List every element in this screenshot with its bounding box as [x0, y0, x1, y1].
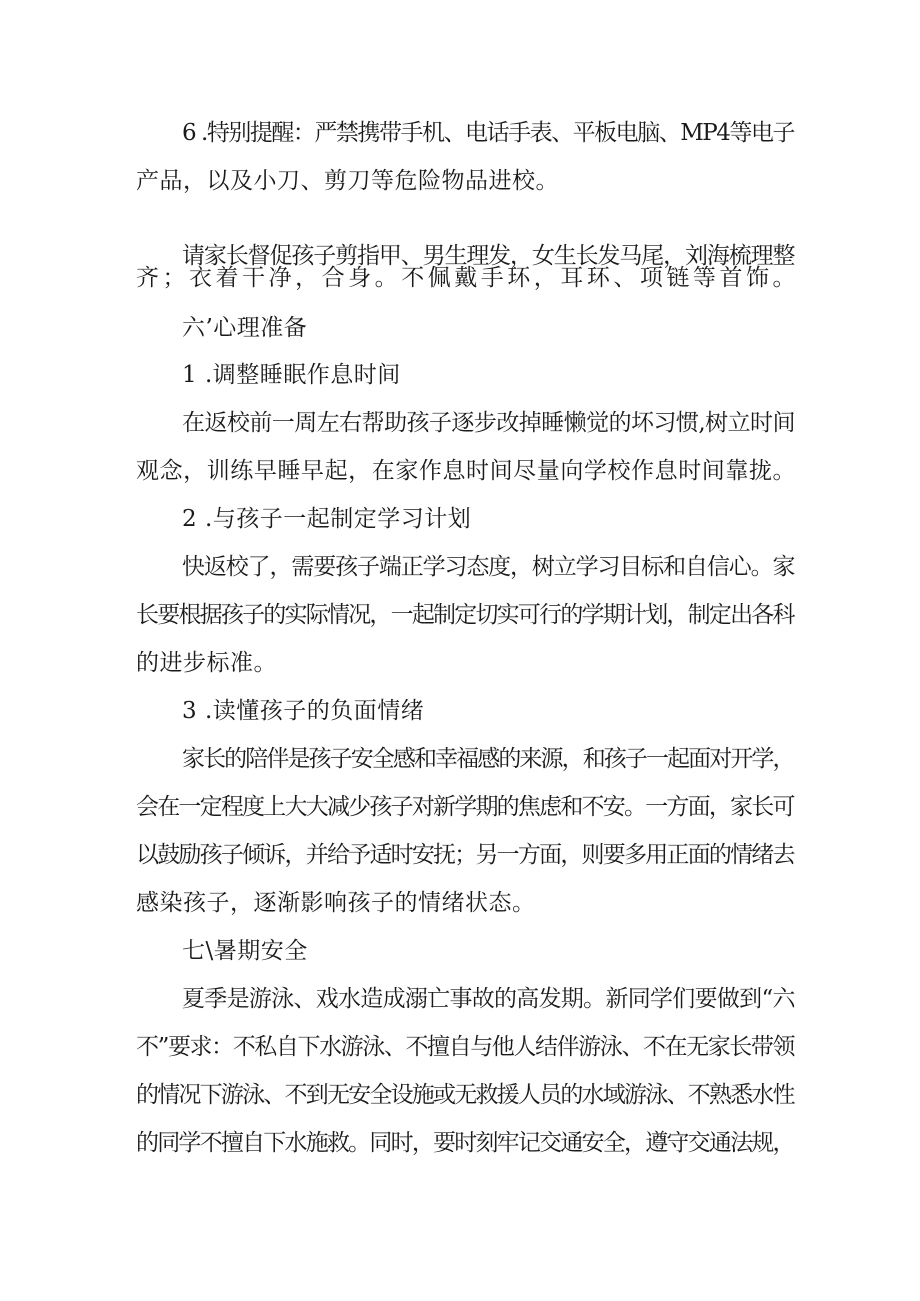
- text-line: 感染孩子，逐渐影响孩子的情绪状态。: [136, 890, 536, 916]
- text-line: 齐；衣着干净，合身。不佩戴手环，耳环、项链等首饰。: [136, 265, 800, 291]
- text-line: 会在一定程度上大大减少孩子对新学期的焦虑和不安。一方面，家长可: [136, 794, 794, 820]
- text-line: 快返校了，需要孩子端正学习态度，树立学习目标和自信心。家: [182, 554, 795, 580]
- text-line: 不”要求：不私自下水游泳、不擅自与他人结伴游泳、不在无家长带领: [136, 1034, 795, 1060]
- text-line: 在返校前一周左右帮助孩子逐步改掉睡懒觉的坏习惯,树立时间: [182, 410, 795, 436]
- text-line: 产品，以及小刀、剪刀等危险物品进校。: [136, 168, 559, 194]
- text-line: 观念，训练早睡早起，在家作息时间尽量向学校作息时间靠拢。: [136, 458, 797, 484]
- section-heading: 七\暑期安全: [182, 938, 308, 964]
- subsection-heading: 1 .调整睡眠作息时间: [182, 362, 401, 388]
- subsection-heading: 2 .与孩子一起制定学习计划: [182, 506, 472, 532]
- text-line: 的情况下游泳、不到无安全设施或无救援人员的水域游泳、不熟悉水性: [136, 1082, 794, 1108]
- text-line: 长要根据孩子的实际情况，一起制定切实可行的学期计划，制定出各科: [136, 602, 794, 628]
- text-line: 的进步标准。: [136, 650, 277, 676]
- text-line: 6 .特别提醒：严禁携带手机、电话手表、平板电脑、MP4等电子: [182, 120, 795, 146]
- text-line: 请家长督促孩子剪指甲、男生理发，女生长发马尾，刘海梳理整: [182, 243, 795, 269]
- text-line: 家长的陪伴是孩子安全感和幸福感的来源，和孩子一起面对开学，: [182, 746, 794, 772]
- section-heading: 六’心理准备: [182, 315, 308, 341]
- text-line: 以鼓励孩子倾诉，并给予适时安抚；另一方面，则要多用正面的情绪去: [136, 842, 794, 868]
- text-line: 夏季是游泳、戏水造成溺亡事故的高发期。新同学们要做到“六: [182, 986, 795, 1012]
- text-line: 的同学不擅自下水施救。同时，要时刻牢记交通安全，遵守交通法规，: [136, 1130, 794, 1156]
- subsection-heading: 3 .读懂孩子的负面情绪: [182, 698, 425, 724]
